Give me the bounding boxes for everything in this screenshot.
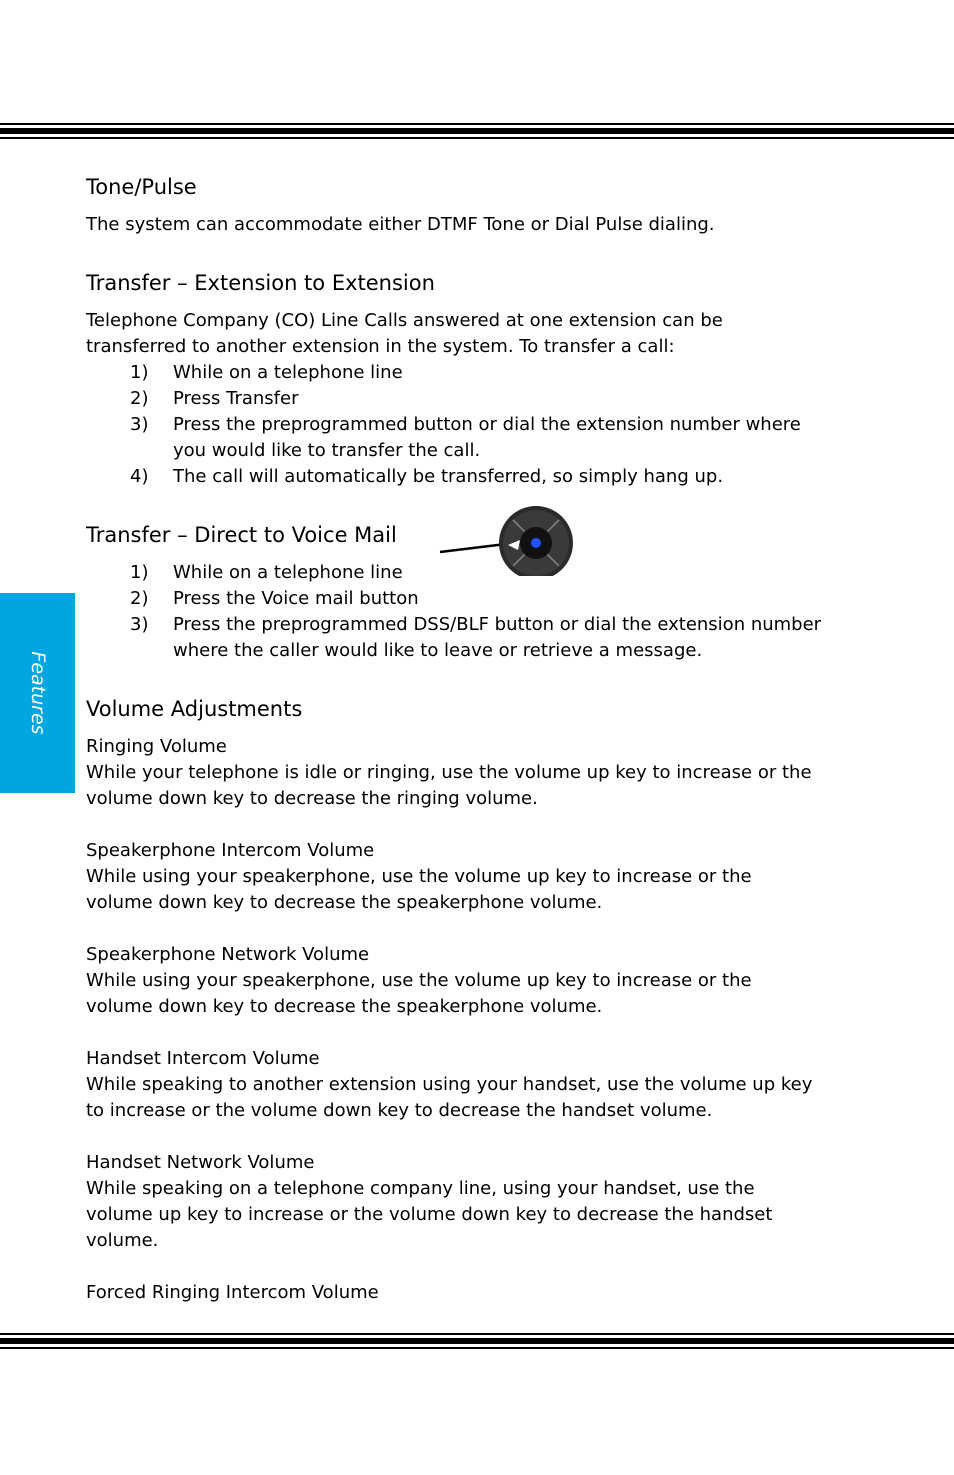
sub-body: to increase or the volume down key to decrease the handset volume. [86,1100,713,1121]
volume-item-speaker-network [86,942,876,1020]
list-item: 1) While on a telephone line [130,362,403,383]
top-rule [0,123,954,142]
section-title: Transfer – Direct to Voice Mail [86,523,397,547]
step-list [86,360,876,490]
volume-item-ringing [86,734,876,812]
volume-item-handset-network [86,1150,876,1254]
sub-body: While using your speakerphone, use the volume up key to increase or the [86,970,752,991]
sub-body: volume down key to decrease the ringing volume. [86,788,538,809]
section-title: Tone/Pulse [86,175,197,199]
volume-item-handset-intercom [86,1046,876,1124]
sub-heading: Forced Ringing Intercom Volume [86,1282,379,1303]
page-content [86,170,876,1334]
volume-item-forced-ringing [86,1280,876,1306]
sub-body: While speaking to another extension using your handset, use the volume up key [86,1074,813,1095]
sub-heading: Speakerphone Network Volume [86,944,370,965]
bottom-rule [0,1333,954,1352]
sub-heading: Handset Network Volume [86,1152,315,1173]
section-body: transferred to another extension in the system. To transfer a call: [86,336,675,357]
section-body: The system can accommodate either DTMF Tone or Dial Pulse dialing. [86,214,715,235]
list-item: 1) While on a telephone line [130,562,403,583]
section-volume-adjustments [86,692,876,1306]
features-side-tab[interactable] [0,593,75,793]
section-transfer-extension [86,266,876,490]
sub-body: While using your speakerphone, use the volume up key to increase or the [86,866,752,887]
sub-heading: Handset Intercom Volume [86,1048,320,1069]
list-item: 3) Press the preprogrammed DSS/BLF button or dial the extension number where the caller would like to leave or retrieve a message. [130,614,822,661]
list-item: 2) Press Transfer [130,388,299,409]
list-item: 4) The call will automatically be transferred, so simply hang up. [130,466,724,487]
list-item: 2) Press the Voice mail button [130,588,419,609]
sub-body: volume down key to decrease the speakerphone volume. [86,996,603,1017]
sub-body: volume. [86,1230,159,1251]
section-title: Volume Adjustments [86,697,303,721]
section-transfer-voicemail [86,518,876,664]
sub-body: volume down key to decrease the speakerphone volume. [86,892,603,913]
volume-item-speaker-intercom [86,838,876,916]
list-item: 3) Press the preprogrammed button or dial the extension number where you would like to transfer the call. [130,414,801,461]
step-list [86,560,876,664]
sub-heading: Speakerphone Intercom Volume [86,840,375,861]
side-tab-label: Features [26,651,49,735]
sub-body: While your telephone is idle or ringing, use the volume up key to increase or the [86,762,812,783]
sub-body: volume up key to increase or the volume down key to decrease the handset [86,1204,773,1225]
section-tone-pulse [86,170,876,238]
section-title: Transfer – Extension to Extension [86,271,435,295]
section-body: Telephone Company (CO) Line Calls answered at one extension can be [86,310,723,331]
sub-body: While speaking on a telephone company line, using your handset, use the [86,1178,755,1199]
sub-heading: Ringing Volume [86,736,227,757]
